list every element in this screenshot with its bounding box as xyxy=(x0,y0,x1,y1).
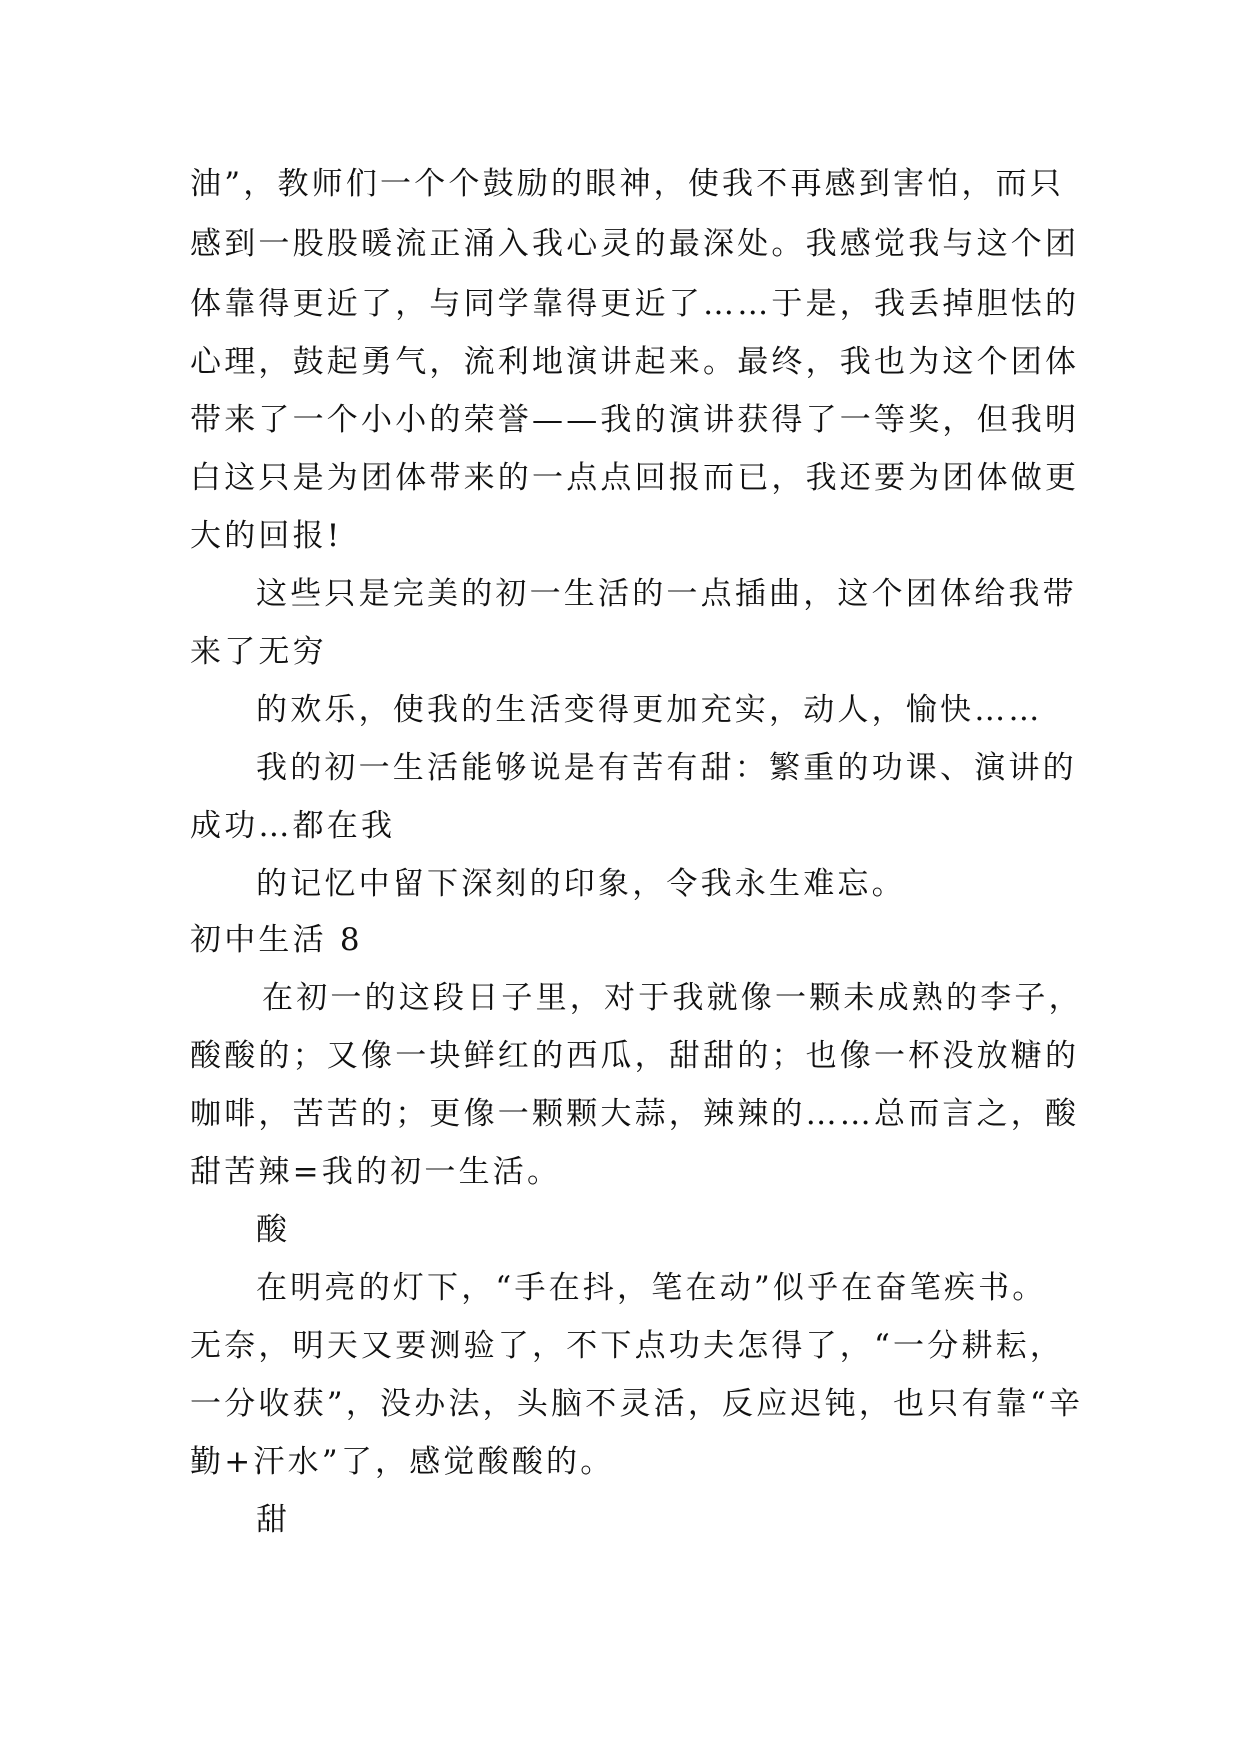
paragraph-line: 油”，教师们一个个鼓励的眼神，使我不再感到害怕，而只 xyxy=(190,166,1065,202)
paragraph-line: 的欢乐，使我的生活变得更加充实，动人，愉快…… xyxy=(256,692,1043,728)
paragraph-line: 白这只是为团体带来的一点点回报而已，我还要为团体做更 xyxy=(190,460,1080,496)
paragraph-line: 体靠得更近了，与同学靠得更近了……于是，我丢掉胆怯的 xyxy=(190,286,1080,322)
paragraph-line: 带来了一个小小的荣誉——我的演讲获得了一等奖，但我明 xyxy=(190,402,1080,438)
paragraph-line: 酸酸的；又像一块鲜红的西瓜，甜甜的；也像一杯没放糖的 xyxy=(190,1038,1080,1074)
paragraph-line: 咖啡，苦苦的；更像一颗颗大蒜，辣辣的……总而言之，酸 xyxy=(190,1096,1080,1132)
paragraph-line: 我的初一生活能够说是有苦有甜：繁重的功课、演讲的 xyxy=(256,750,1077,786)
paragraph-line: 在明亮的灯下，“手在抖，笔在动”似乎在奋笔疾书。 xyxy=(256,1270,1047,1306)
paragraph-line: 感到一股股暖流正涌入我心灵的最深处。我感觉我与这个团 xyxy=(190,226,1080,262)
section-title: 初中生活 8 xyxy=(190,922,363,958)
paragraph-line: 大的回报! xyxy=(190,518,343,554)
paragraph-line: 成功…都在我 xyxy=(190,808,396,844)
paragraph-line: 在初一的这段日子里，对于我就像一颗未成熟的李子， xyxy=(262,980,1083,1016)
paragraph-line: 的记忆中留下深刻的印象，令我永生难忘。 xyxy=(256,866,906,902)
paragraph-line: 一分收获”，没办法，头脑不灵活，反应迟钝，也只有靠“辛 xyxy=(190,1386,1084,1422)
paragraph-line: 勤+汗水”了，感觉酸酸的。 xyxy=(190,1444,615,1480)
paragraph-line: 这些只是完美的初一生活的一点插曲，这个团体给我带 xyxy=(256,576,1077,612)
paragraph-line: 甜苦辣=我的初一生活。 xyxy=(190,1154,562,1190)
paragraph-line: 来了无穷 xyxy=(190,634,327,670)
paragraph-line: 心理，鼓起勇气，流利地演讲起来。最终，我也为这个团体 xyxy=(190,344,1080,380)
paragraph-line: 无奈，明天又要测验了，不下点功夫怎得了，“一分耕耘， xyxy=(190,1328,1065,1364)
sub-heading: 甜 xyxy=(256,1502,291,1538)
sub-heading: 酸 xyxy=(256,1212,291,1248)
